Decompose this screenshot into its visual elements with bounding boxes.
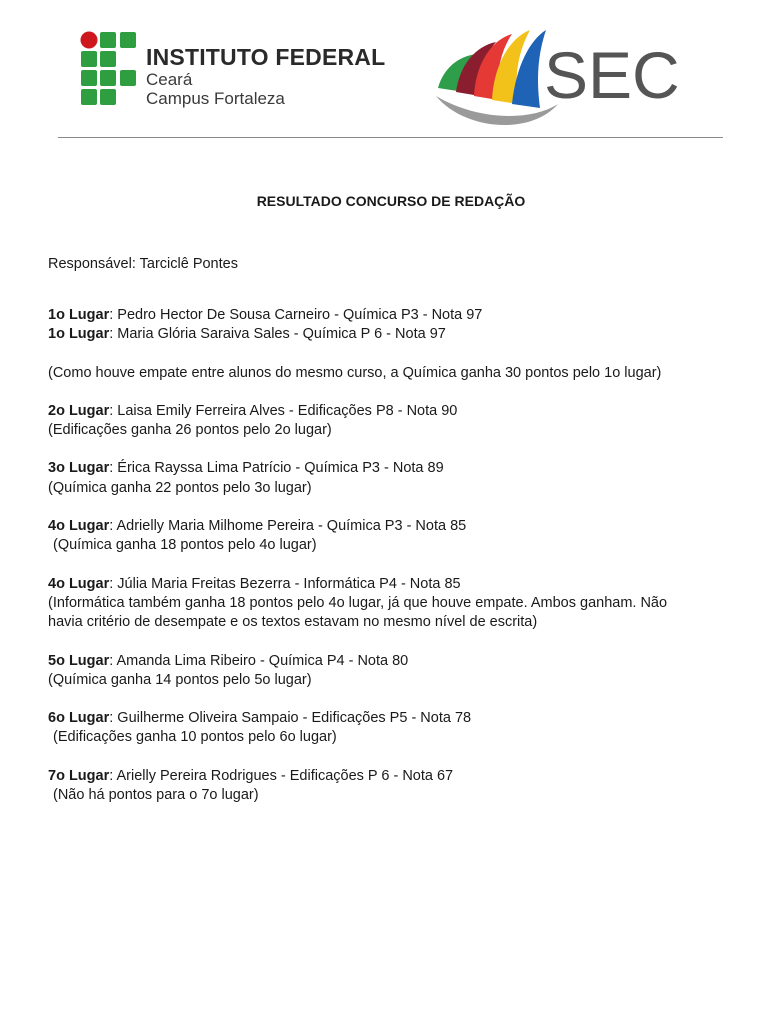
points-note: (Edificações ganha 10 pontos pelo 6o lugar) (53, 729, 337, 746)
responsible-name: Tarciclê Pontes (139, 256, 238, 272)
place-label: 7o Lugar (48, 767, 110, 784)
entry-detail: : Pedro Hector De Sousa Carneiro - Química P3 - Nota 97 (109, 307, 483, 323)
sec-logo-icon (434, 26, 684, 130)
result-entry (48, 709, 688, 728)
tie-note-block (48, 364, 688, 383)
place-block (48, 402, 688, 441)
place-block (48, 575, 688, 633)
page-header (0, 0, 768, 140)
points-note: (Química ganha 22 pontos pelo 3o lugar) (48, 479, 312, 496)
header-divider (58, 137, 723, 138)
document-title: RESULTADO CONCURSO DE REDAÇÃO (256, 193, 526, 209)
place-label: 2o Lugar (48, 402, 110, 419)
place-block (48, 709, 688, 748)
entry-detail: : Érica Rayssa Lima Patrício - Química P3 - Nota 89 (109, 460, 444, 477)
points-note: (Edificações ganha 26 pontos pelo 2o lugar) (48, 422, 332, 439)
place-label: 1o Lugar (48, 326, 110, 343)
ifce-wordmark (146, 44, 385, 108)
place-label: 3o Lugar (48, 460, 110, 477)
place-label: 6o Lugar (48, 710, 110, 727)
entry-detail: : Maria Glória Saraiva Sales - Química P 6 - Nota 97 (109, 326, 446, 343)
responsible-line (48, 256, 238, 272)
result-entry (48, 325, 688, 344)
entry-detail: : Júlia Maria Freitas Bezerra - Informática P4 - Nota 85 (109, 575, 461, 592)
result-entry (48, 767, 688, 786)
place-label: 4o Lugar (48, 518, 110, 535)
points-note: (Informática também ganha 18 pontos pelo 4o lugar, já que houve empate. Ambos ganham. Não havia critério de desempate e os textos estavam no mesmo nível de escrita) (48, 594, 668, 631)
points-note: (Química ganha 14 pontos pelo 5o lugar) (48, 671, 312, 688)
place-block (48, 652, 688, 691)
tie-note: (Como houve empate entre alunos do mesmo curso, a Química ganha 30 pontos pelo 1o lugar) (48, 364, 662, 381)
first-place-block (48, 306, 688, 345)
entry-detail: : Adrielly Maria Milhome Pereira - Química P3 - Nota 85 (109, 518, 467, 535)
entry-detail: : Arielly Pereira Rodrigues - Edificações P 6 - Nota 67 (109, 767, 454, 784)
result-entry (48, 575, 688, 594)
points-note: (Não há pontos para o 7o lugar) (53, 787, 259, 804)
result-entry (48, 517, 688, 536)
place-block (48, 459, 688, 498)
place-label: 1o Lugar (48, 307, 110, 323)
result-entry (48, 306, 688, 325)
entry-detail: : Laisa Emily Ferreira Alves - Edificações P8 - Nota 90 (109, 402, 458, 419)
place-block (48, 517, 688, 556)
place-label: 5o Lugar (48, 652, 110, 669)
entry-detail: : Guilherme Oliveira Sampaio - Edificações P5 - Nota 78 (109, 710, 472, 727)
result-entry (48, 652, 688, 671)
ifce-logo-icon (80, 31, 140, 105)
points-note: (Química ganha 18 pontos pelo 4o lugar) (53, 537, 317, 554)
institution-name: INSTITUTO FEDERAL (146, 44, 386, 70)
result-entry (48, 402, 688, 421)
place-block (48, 767, 688, 806)
institution-state: Ceará (146, 70, 193, 89)
sec-text: SEC (544, 38, 680, 112)
responsible-label: Responsável: (48, 256, 136, 272)
entry-detail: : Amanda Lima Ribeiro - Química P4 - Nota 80 (109, 652, 409, 669)
institution-campus: Campus Fortaleza (146, 89, 285, 108)
result-entry (48, 459, 688, 478)
place-label: 4o Lugar (48, 575, 110, 592)
results-list (48, 306, 688, 824)
